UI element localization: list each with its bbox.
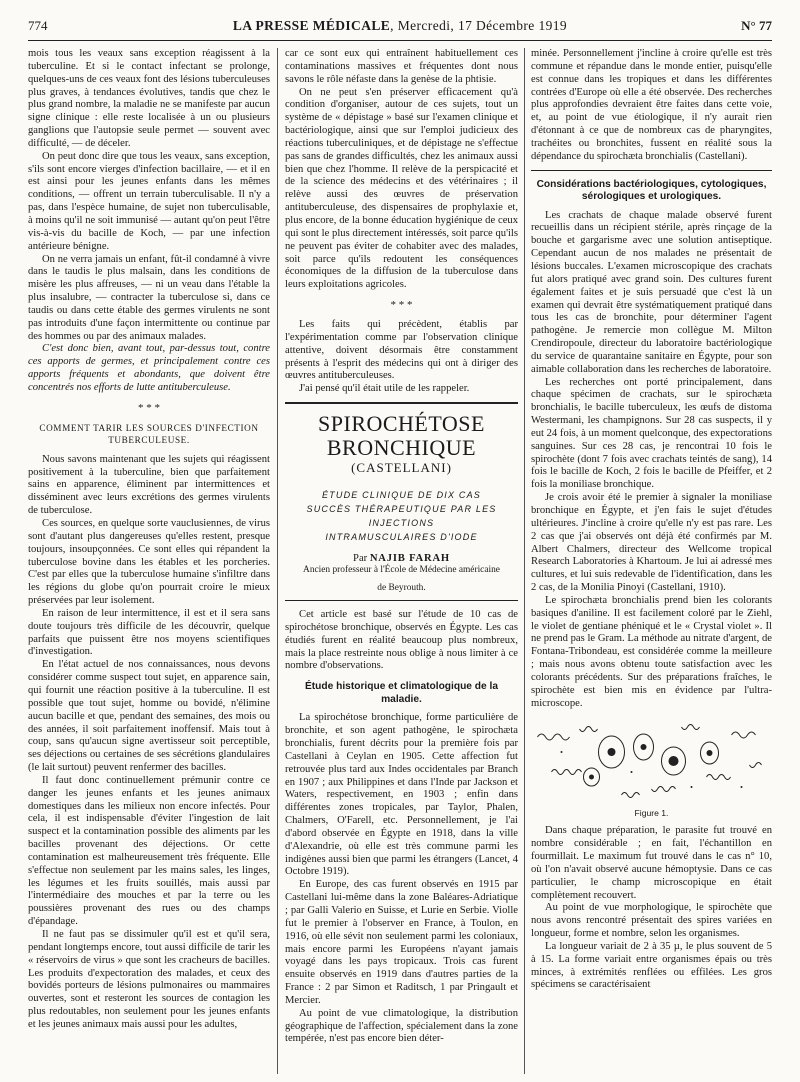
section-heading: COMMENT TARIR LES SOURCES D'INFECTION TUBERCULEUSE. <box>39 422 259 445</box>
article-title: SPIROCHÉTOSE BRONCHIQUE <box>318 411 485 461</box>
journal-name: LA PRESSE MÉDICALE <box>232 18 391 33</box>
divider <box>285 600 518 601</box>
column-divider <box>524 48 525 1074</box>
page-number: 774 <box>28 18 48 33</box>
paragraph: On peut donc dire que tous les veaux, sans exception, s'ils sont encore vierges d'infection bacillaire, — et il en est ainsi pour les jeunes enfants dans les mêmes conditions, — offrent un terrain tuberculisable. Il n'y a pas, dans l'espèce humaine, de sujet non tuberculisable, à moins qu'il ne soit immunisé — autant qu'on peut l'être vis-à-vis du bacille de Koch, — par une infection antérieure bénigne. <box>28 150 270 252</box>
paragraph: Dans chaque préparation, le parasite fut trouvé en nombre considérable ; en fait, l'échantillon en fourmillait. Le maximum fut trouvé dans le cas n° 10, où l'on n'avait observé aucune hémoptysie. Dans ce cas particulier, le champ microscopique en était complètement recouvert. <box>531 825 772 901</box>
section-separator-stars: * * * <box>138 401 160 414</box>
article-separator <box>285 402 518 404</box>
paragraph: Le spirochæta bronchialis prend bien les colorants basiques d'aniline. Il est facilement coloré par le Ziehl, le violet de gentiane phéniqué et le « Crystal violet ». Il ne prend pas le Gram. La méthode au nitrate d'argent, de Fontana-Tribondeau, est considérée comme la meilleure ; mais nous avons obtenu toute satisfaction avec les colorants précédents. Sur des préparations fraîches, le spirochète est bien mis en évidence par l'ultra-microscope. <box>531 594 772 709</box>
column-middle <box>285 48 518 1076</box>
paragraph: En Europe, des cas furent observés en 1915 par Castellani lui-même dans la zone Baléares-Adriatique ; par Galli Valerio en Suisse, et Lurie en Serbie. Violle fut le premier à l'observer en France, à Toulon, en 1916, où elle sévit non seulement parmi les coloniaux, mais encore parmi les Européens n'ayant jamais voyagé dans les pays tropicaux. Trois cas furent ensuite observés en 1919 dans d'autres parties de la France : 2 par Simon et Raditsch, 1 par Pringault et Mercier. <box>285 879 518 1006</box>
author-name: NAJIB FARAH <box>369 553 450 565</box>
paragraph: On ne peut s'en préserver efficacement qu'à condition d'organiser, autour de ces sujets, tout un système de « dépistage » basé sur l'examen clinique et bactériologique, ainsi que sur l'emploi judicieux des réactions tuberculiniques, et de dépistage ne s'effectue pas sans de grandes difficultés, chez les animaux aussi bien que chez l'homme. Il relève de la perspicacité et de la science des médecins et des vétérinaires ; il relève aussi des œuvres de préservation antituberculeuse, des dispensaires de prophylaxie et, plus encore, de la bonne éducation hygiénique de ceux qui sont le plus directement intéressés, soit parce qu'ils ne peuvent pas éviter de cohabiter avec des malades, soit parce qu'ils redoutent les conséquences économiques de la diffusion de la tuberculose dans leurs exploitations agricoles. <box>285 86 518 291</box>
issue-date: , Mercredi, 17 Décembre 1919 <box>390 18 568 33</box>
paragraph: En raison de leur intermittence, il est et il sera sans doute toujours très difficile de les découvrir, quelque parfaits que puissent être nos moyens scientifiques d'investigation. <box>28 607 270 658</box>
paragraph: Au point de vue morphologique, le spirochète que nous avons rencontré présentait des spires variées en longueur, forme et nombre, selon les organismes. <box>531 902 772 940</box>
column-right <box>531 48 772 1076</box>
author-line <box>285 552 518 565</box>
section-separator-stars: * * * <box>390 299 413 312</box>
spirochete-drawing <box>531 717 772 805</box>
paragraph: Les recherches ont porté principalement, dans chaque spécimen de crachats, sur le spirochæta bronchialis, le bacille tuberculeux, les œufs de distoma Westermani, les champignons. Sur 28 cas suspects, il y eut 24 fois, à un moment quelconque, des expectorations sanguines. Sur ces 28 cas, je rencontrai 10 fois le spirochète (dont 7 fois avec crachats teintés de sang), 14 fois le bacille de Koch, 2 fois le bacille de Pfeiffer, et 2 fois la moniliase bronchique. <box>531 376 772 491</box>
paragraph: Cet article est basé sur l'étude de 10 cas de spirochétose bronchique, observés en Égypte. Les cas étudiés furent en réalité beaucoup plus nombreux, mais la place restreinte nous oblige à nous limiter à ce nombre d'observations. <box>285 609 518 672</box>
paragraph: mois tous les veaux sans exception réagissent à la tuberculine. Et si le contact infectant se prolonge, quelques-uns de ces veaux font des lésions tuberculeuses plus graves, à tendances évolutives, tandis que chez le plus grand nombre, la maladie ne se manifeste par aucun signe clinique : elle reste localisée à un ou plusieurs ganglions que l'autopsie seule permet — souvent avec difficulté, — de déceler. <box>28 48 270 149</box>
paragraph: C'est donc bien, avant tout, par-dessus tout, contre ces apports de germes, et principalement contre ces apports fréquents et abondants, que doivent être concentrés nos efforts de lutte antituberculeuse. <box>28 343 270 393</box>
paragraph: car ce sont eux qui entraînent habituellement ces contaminations massives et fréquentes dont nous savons le rôle néfaste dans la genèse de la phtisie. <box>285 48 518 85</box>
header-rule <box>28 40 772 41</box>
issue-number: N° 77 <box>741 18 772 33</box>
paragraph: Les faits qui précèdent, établis par l'expérimentation comme par l'observation clinique attentive, doivent désormais être constamment présents à l'esprit des médecins qui ont à diriger des œuvres antituberculeuses. <box>285 319 518 382</box>
paragraph: Les crachats de chaque malade observé furent recueillis dans un récipient stérile, après rinçage de la bouche et gargarisme avec une solution antiseptique. Cependant aucun de nos malades ne présentait de lésions buccales. L'examen microscopique des crachats fut alors pratiqué avec grand soin. Des cultures furent également faites et je suis persuadé que c'est là un examen qui devrait être systématiquement pratiqué dans tous les cas de bronchite, pour déterminer l'agent pathogène. Je remercie mon collègue M. Milton Crendiropoule, directeur du laboratoire bactériologique du service de quarantaine sanitaire en Égypte, pour son aimable collaboration dans les recherches de laboratoire. <box>531 209 772 375</box>
paragraph: Il faut donc continuellement prémunir contre ce danger les jeunes enfants et les jeunes animaux domestiques dans les milieux non encore infectés. Pour cela, il est indispensable d'éviter l'ingestion de lait suspect et la contamination possible des aliments par les bacilles provenant des déjections. Or cette contamination est malheureusement très fréquente. Elle s'effectue non seulement par les mains sales, les linges, les légumes et les fruits souillés, mais aussi par l'intermédiaire des mouches et par la terre ou les poussières provenant des rues ou des champs d'épandage. <box>28 774 270 928</box>
study-line: INTRAMUSCULAIRES D'IODE <box>325 532 478 543</box>
paragraph: Ces sources, en quelque sorte vauclusiennes, de virus sont d'autant plus dangereuses qu'elles restent, presque toujours, insoupçonnées. Ce sont elles qui répandent la tuberculose bovine dans les étables et les porcheries. C'est par elles que la tuberculose humaine s'infiltre dans les régions du globe qu'on pourrait croire le mieux préservées par leur isolement. <box>28 518 270 607</box>
paragraph: Je crois avoir été le premier à signaler la moniliase bronchique en Égypte, et j'en fais le sujet d'études ultérieures. J'incline à croire qu'elle n'y est pas rare. Les 2 cas que j'ai observés ont déjà été confirmés par M. Albert Chalmers, directeur des Wellcome tropical Research Laboratories à Khartoum. Je lui ai adressé mes cultures, et lui suis redevable de l'identification, dans les 2 cas, de la Monilia Pinoyi (Castellani, 1910). <box>531 492 772 594</box>
paragraph: Nous savons maintenant que les sujets qui réagissent positivement à la tuberculine, bien que parfaitement sains en apparence, éliminent par intermittences et disséminent avec leurs excrétions des germes virulents de tuberculose. <box>28 453 270 517</box>
paragraph: minée. Personnellement j'incline à croire qu'elle est très commune et répandue dans le monde entier, puisqu'elle est connue dans les tropiques et dans les différentes contrées d'Europe où elle a été observée. Des recherches plus approfondies devraient être faites dans cette voie, et, au point de vue étiologique, il n'y aurait rien d'étonnant à ce que de nombreux cas de pharyngites, trachéites ou bronchites, fussent en réalité sous la dépendance du spirochæta bronchialis (Castellani). <box>531 48 772 162</box>
column-left <box>28 48 270 1076</box>
affiliation: de Beyrouth. <box>377 582 426 593</box>
paragraph: Il ne faut pas se dissimuler qu'il est et qu'il sera, pendant longtemps encore, tout aussi difficile de tarir les « réservoirs de virus » que sont les cracheurs de bacilles. Les produits d'expectoration des malades, et ceux des bovidés porteurs de lésions pulmonaires ou mammaires ouvertes, sont et resteront les sources de contagion les plus redoutables, non seulement pour les jeunes enfants et les jeunes animaux mais aussi pour les adultes, <box>28 929 270 1030</box>
article-subtitle: (CASTELLANI) <box>351 460 452 476</box>
journal-title <box>28 18 772 34</box>
paragraph: En l'état actuel de nos connaissances, nous devons considérer comme suspect tout sujet, en apparence sain, qui fournit une réaction positive à la tuberculine. Il est possible que tout sujet, homme ou bovidé, n'élimine aucun bacille et que, pendant des semaines, des mois ou des années, il soit parfaitement inoffensif. Mais tout à coup, sans qu'aucun signe avertisseur soit perceptible, ses déjections ou certaines de ses sécrétions glandulaires (le lait surtout) peuvent renfermer des bacilles. <box>28 659 270 774</box>
column-divider <box>277 48 278 1074</box>
paragraph: Au point de vue climatologique, la distribution géographique de l'affection, spécialement dans la zone tempérée, n'est pas encore bien déter- <box>285 1007 518 1045</box>
affiliation: Ancien professeur à l'École de Médecine américaine <box>303 565 500 576</box>
study-line: SUCCÈS THÉRAPEUTIQUE PAR LES INJECTIONS <box>306 504 497 529</box>
running-header <box>28 18 772 38</box>
paragraph: J'ai pensé qu'il était utile de les rappeler. <box>299 383 470 395</box>
study-line: ÉTUDE CLINIQUE DE DIX CAS <box>321 490 482 501</box>
section-heading: Étude historique et climatologique de la maladie. <box>304 681 499 705</box>
paragraph: La longueur variait de 2 à 35 µ, le plus souvent de 5 à 15. La forme variait entre organismes épais ou très minces, à extrémités renflées ou effilées. Les gros spécimens se caractérisaient <box>531 940 772 991</box>
section-heading: Considérations bactériologiques, cytologiques, sérologiques et urologiques. <box>536 178 767 203</box>
paragraph: La spirochétose bronchique, forme particulière de bronchite, et son agent pathogène, le spirochæta bronchialis, furent décrits pour la première fois par Castellani à Ceylan en 1905. Cette affection fut retrouvée plus tard aux Indes occidentales par Branch en 1907 ; aux Philippines et dans l'Inde par Jackson et Waters, respectivement, en 1903 ; enfin dans différentes zones tropicales, par Taylor, Phalen, Chalmers, O'Farell, etc. Personnellement, je l'ai d'abord observée en Égypte en 1918, dans la ville d'Alexandrie, où elle est très commune parmi les indigènes aussi bien que parmi les étrangers (Lancet, 4 Octobre 1919). <box>285 712 518 878</box>
figure-caption: Figure 1. <box>634 807 669 818</box>
author-prefix: Par <box>353 553 368 565</box>
paragraph: On ne verra jamais un enfant, fût-il condamné à vivre dans le taudis le plus malsain, dans les conditions de misère les plus affreuses, — ni un veau dans l'étable la plus insalubre, — contracter la tuberculose si, dans ce taudis ou dans cette étable des germes virulents ne sont pas introduits d'une façon intermittente ou continue par des hommes ou par des animaux malades. <box>28 253 270 342</box>
divider <box>531 170 772 171</box>
figure-1-microscopy <box>531 717 772 805</box>
